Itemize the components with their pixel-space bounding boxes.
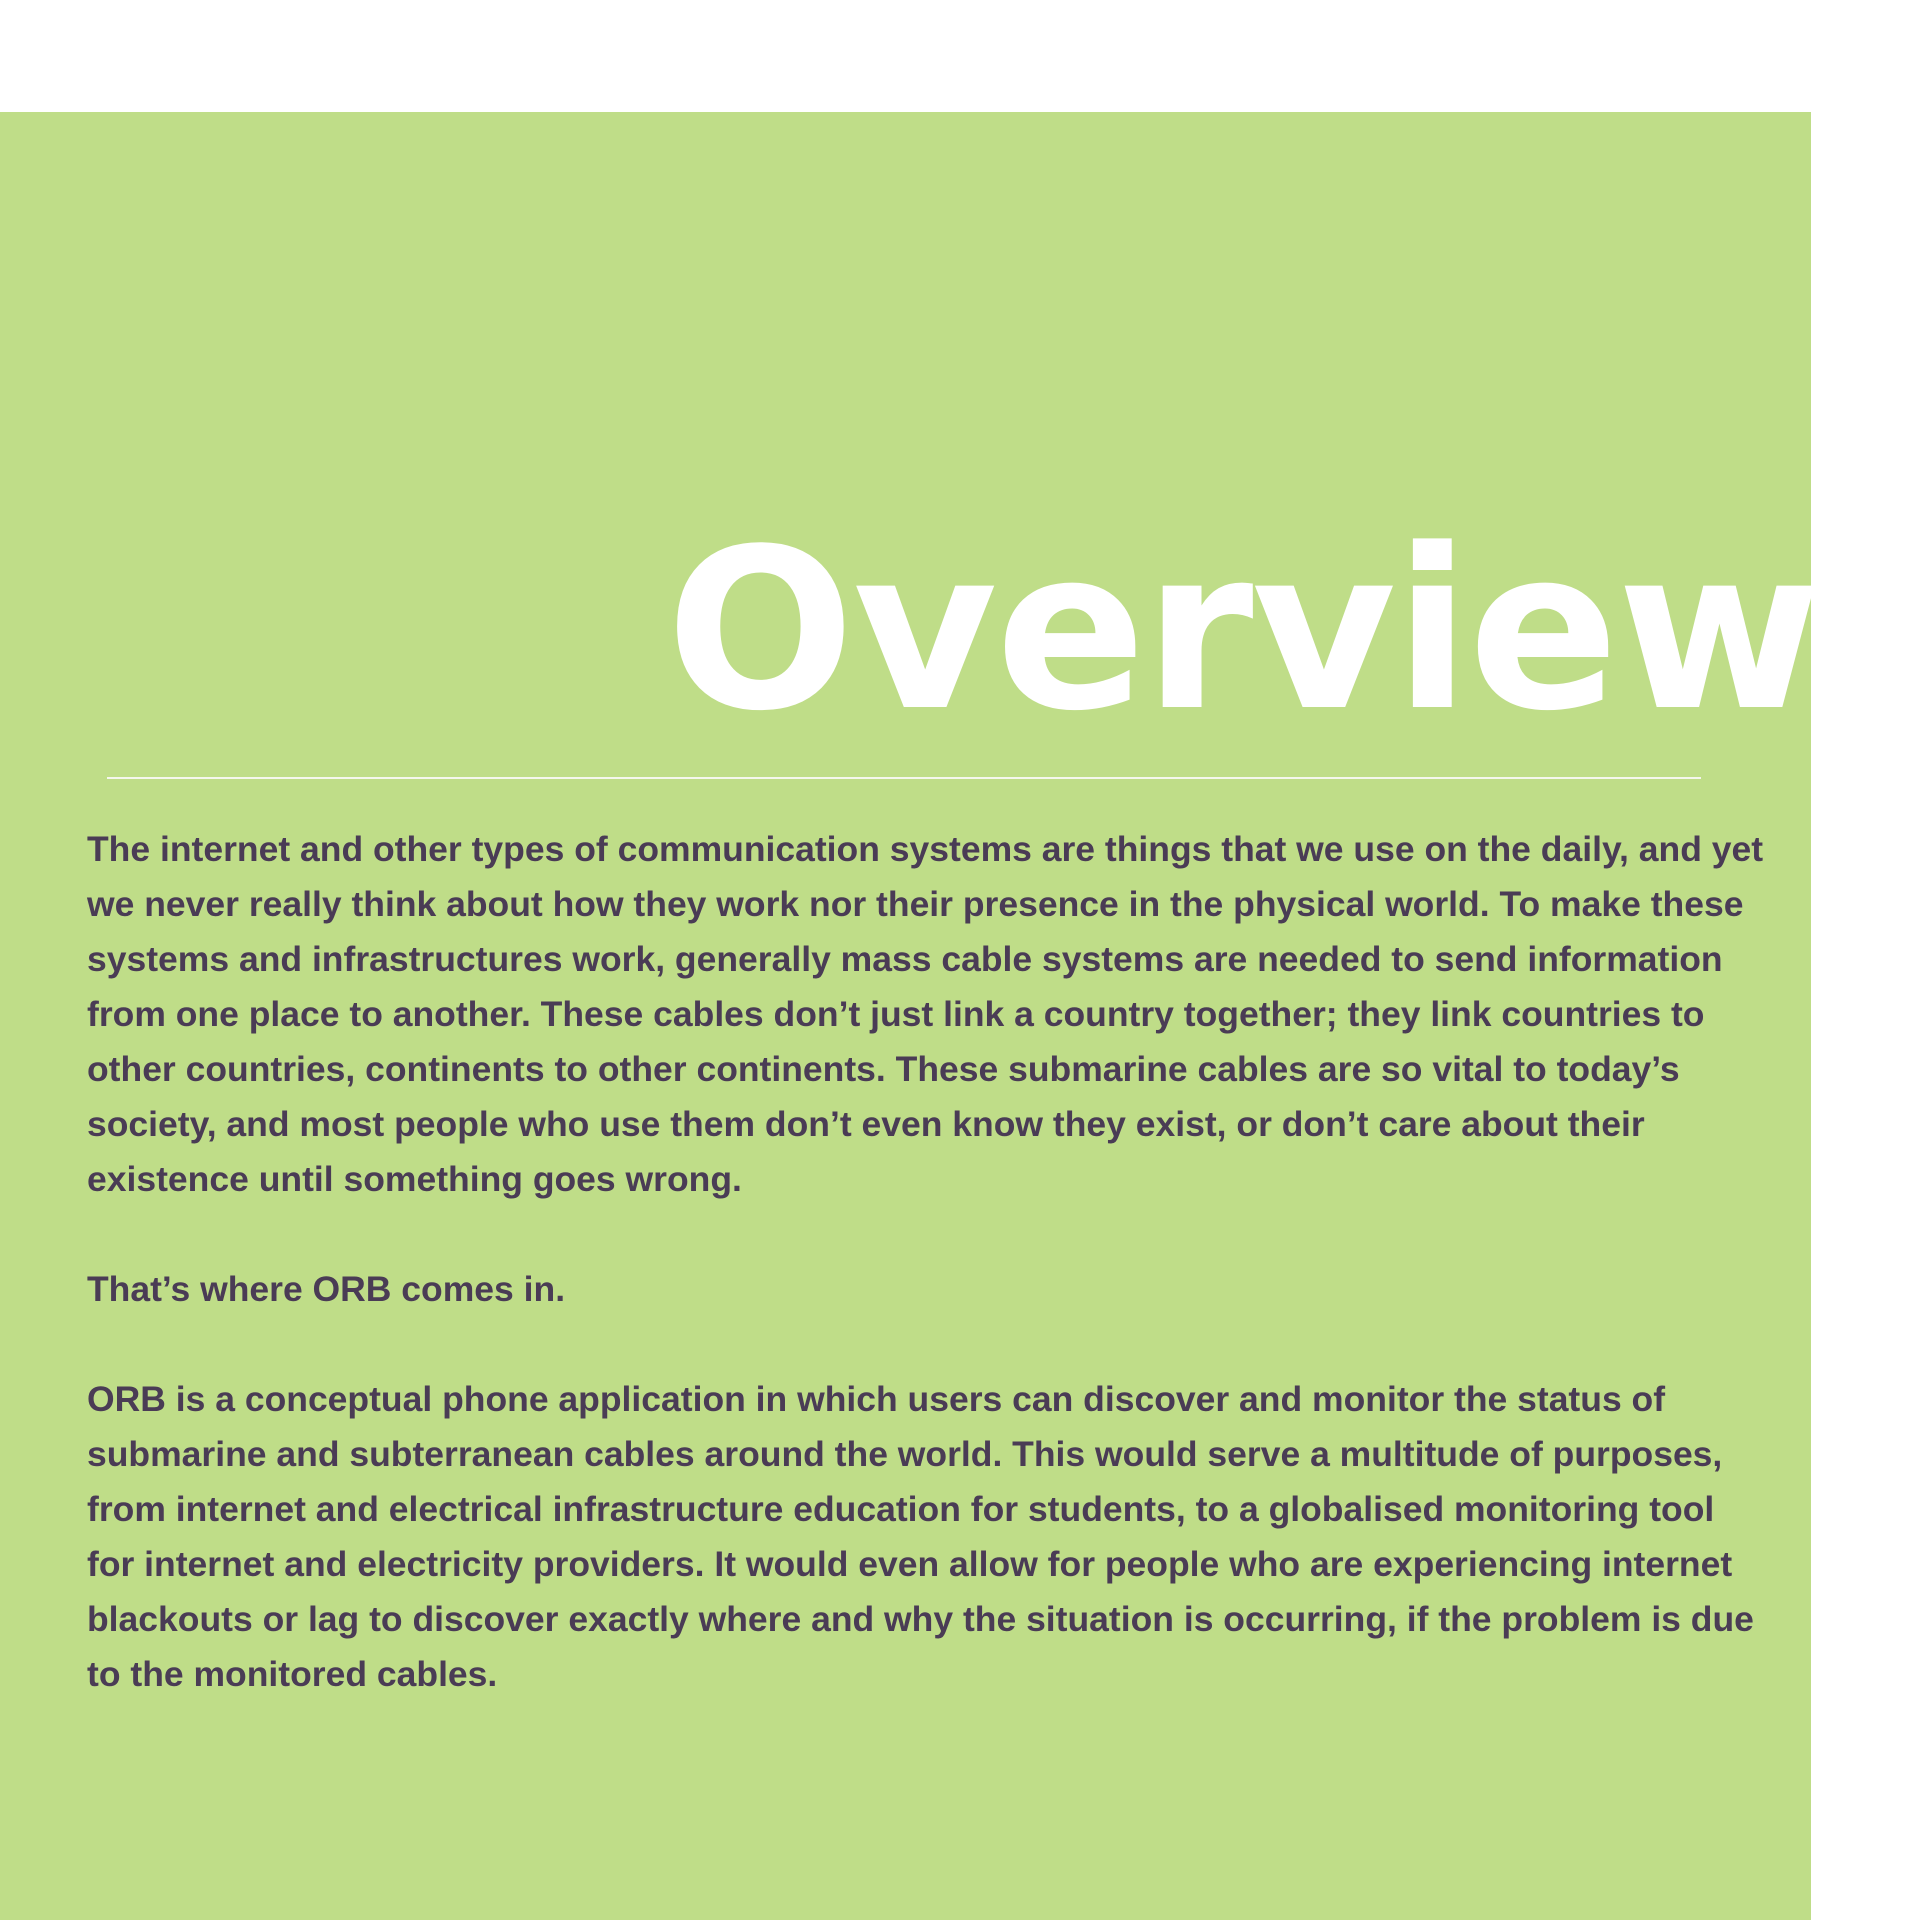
page-title: Overview [666,502,1820,760]
paragraph-orb-description: ORB is a conceptual phone application in which users can discover and monitor the status of submarine and subterranean cables around the world. This would serve a multitude of purposes, from internet and electrical infrastructure education for students, to a globalised monitoring tool for internet and electricity providers. It would even allow for people who are experiencing internet blackouts or lag to discover exactly where and why the situation is occurring, if the problem is due to the monitored cables. [87,1379,1754,1694]
body-text [87,822,1767,1702]
title-divider [107,777,1701,779]
paragraph-transition: That’s where ORB comes in. [87,1269,566,1309]
paragraph-intro: The internet and other types of communication systems are things that we use on the daily, and yet we never really think about how they work nor their presence in the physical world. To make these systems and infrastructures work, generally mass cable systems are needed to send information from one place to another. These cables don’t just link a country together; they link countries to other countries, continents to other continents. These submarine cables are so vital to today’s society, and most people who use them don’t even know they exist, or don’t care about their existence until something goes wrong. [87,829,1764,1199]
